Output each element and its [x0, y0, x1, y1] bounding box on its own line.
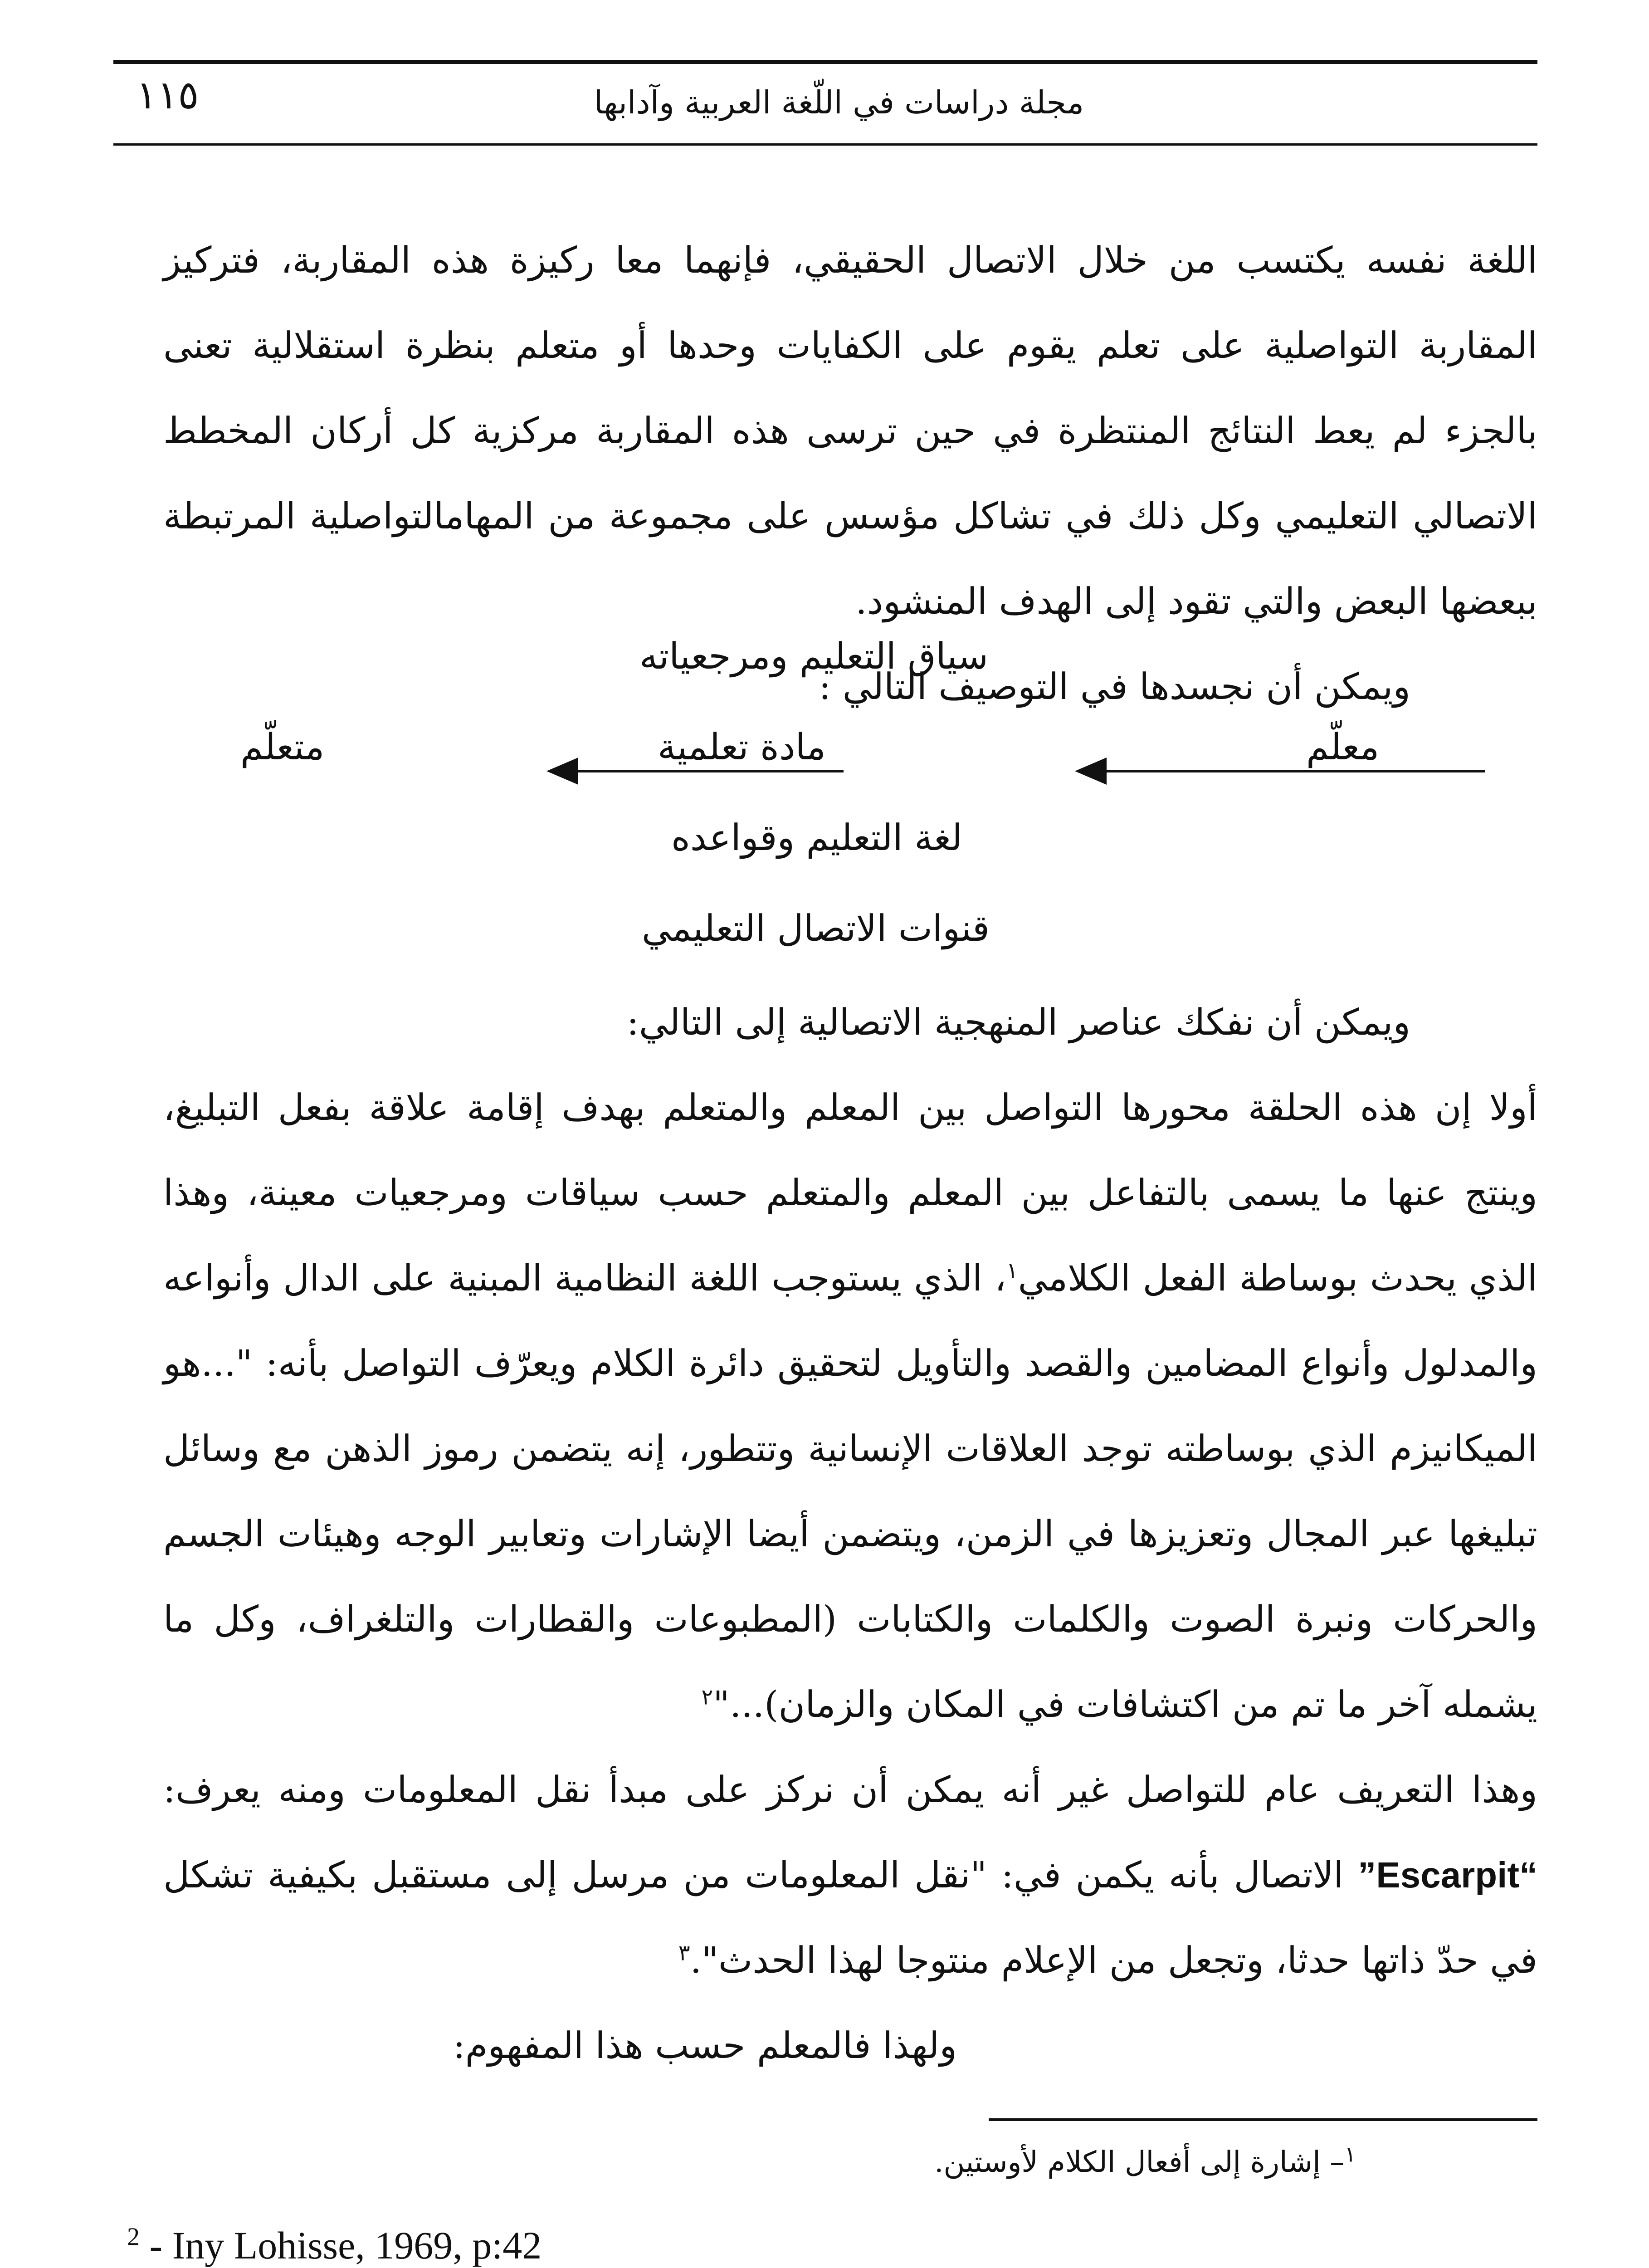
paragraph-5-part-a: وهذا التعريف عام للتواصل غير أنه يمكن أن نركز على مبدأ نقل المعلومات ومنه يعرف:: [163, 1769, 1537, 1811]
escarpit-name: “Escarpit”: [1358, 1855, 1537, 1895]
footnote-2-number: 2: [127, 2223, 140, 2251]
material-to-learner-arrowhead: [546, 758, 578, 785]
footnote-ref-1[interactable]: ١: [1006, 1258, 1018, 1284]
diagram-material-label: مادة تعلمية: [658, 726, 826, 768]
footnote-2: [127, 2223, 542, 2268]
communication-diagram: [0, 617, 1649, 971]
header-bottom-rule: [113, 143, 1537, 146]
journal-title: مجلة دراسات في اللّغة العربية وآدابها: [594, 84, 1084, 121]
footnote-1-number: ١: [1344, 2141, 1356, 2167]
footnote-1: [934, 2141, 1356, 2179]
paragraph-1: اللغة نفسه يكتسب من خلال الاتصال الحقيقي، فإنهما معا ركيزة هذه المقاربة، فتركيز المقاربة التواصلية على تعلم يقوم على الكفايات وحدها أو متعلم بنظرة استقلالية تعنى بالجزء لم يعط النتائج المنتظرة في حين ترسى هذه المقاربة مركزية كل أركان المخطط الاتصالي التعليمي وكل ذلك في تشاكل مؤسس على مجموعة من المهامالتواصلية المرتبطة ببعضها البعض والتي تقود إلى الهدف المنشود.: [163, 239, 1537, 622]
footnote-2-text: - Iny Lohisse, 1969, p:42: [140, 2224, 542, 2267]
diagram-teacher-label: معلّم: [1306, 726, 1380, 768]
footnote-separator: [989, 2118, 1537, 2121]
footnote-ref-3[interactable]: ٣: [678, 1940, 690, 1966]
article-body-continued: [163, 980, 1537, 2088]
paragraph-4-part-b: ، الذي يستوجب اللغة النظامية المبنية على الدال وأنواعه والمدلول وأنواع المضامين والقصد والتأويل لتحقيق دائرة الكلام ويعرّف التواصل بأنه: "...هو الميكانيزم الذي بوساطته توجد العلاقات الإنسانية وتتطور، إنه يتضمن رموز الذهن مع وسائل تبليغها عبر المجال وتعزيزها في الزمن، ويتضمن أيضا الإشارات وتعابير الوجه وهيئات الجسم والحركات ونبرة الصوت والكلمات والكتابات (المطبوعات والقطارات والتلغراف، وكل ما يشمله آخر ما تم من اكتشافات في المكان والزمان)...": [163, 1257, 1537, 1725]
paragraph-2: ويمكن أن نجسدها في التوصيف التالي :: [819, 665, 1410, 708]
paragraph-5: [163, 1747, 1537, 2003]
diagram-context-label: سياق التعليم ومرجعياته: [639, 635, 989, 677]
paragraph-4-part-a: أولا إن هذه الحلقة محورها التواصل بين المعلم والمتعلم بهدف إقامة علاقة بفعل التبليغ، وينتج عنها ما يسمى بالتفاعل بين المعلم والمتعلم حسب سياقات ومرجعيات معينة، وهذا الذي يحدث بوساطة الفعل الكلامي: [163, 1086, 1537, 1299]
footnote-1-text: – إشارة إلى أفعال الكلام لأوستين.: [934, 2146, 1345, 2179]
header-top-rule: [113, 60, 1537, 64]
teacher-to-material-arrowhead: [1075, 758, 1107, 785]
paragraph-4: [163, 1065, 1537, 1747]
diagram-learner-label: متعلّم: [240, 726, 325, 768]
page-number: ١١٥: [136, 73, 199, 118]
paragraph-5-part-b: الاتصال بأنه يكمن في: "نقل المعلومات من مرسل إلى مستقبل بكيفية تشكل في حدّ ذاتها حدثا، وتجعل من الإعلام منتوجا لهذا الحدث".: [163, 1854, 1537, 1981]
diagram-language-label: لغة التعليم وقواعده: [671, 816, 962, 859]
paragraph-6: ولهذا فالمعلم حسب هذا المفهوم:: [453, 2024, 957, 2067]
diagram-channels-label: قنوات الاتصال التعليمي: [642, 907, 990, 949]
footnote-ref-2[interactable]: ٢: [701, 1684, 713, 1710]
paragraph-3: ويمكن أن نفكك عناصر المنهجية الاتصالية إلى التالي:: [626, 1001, 1410, 1043]
